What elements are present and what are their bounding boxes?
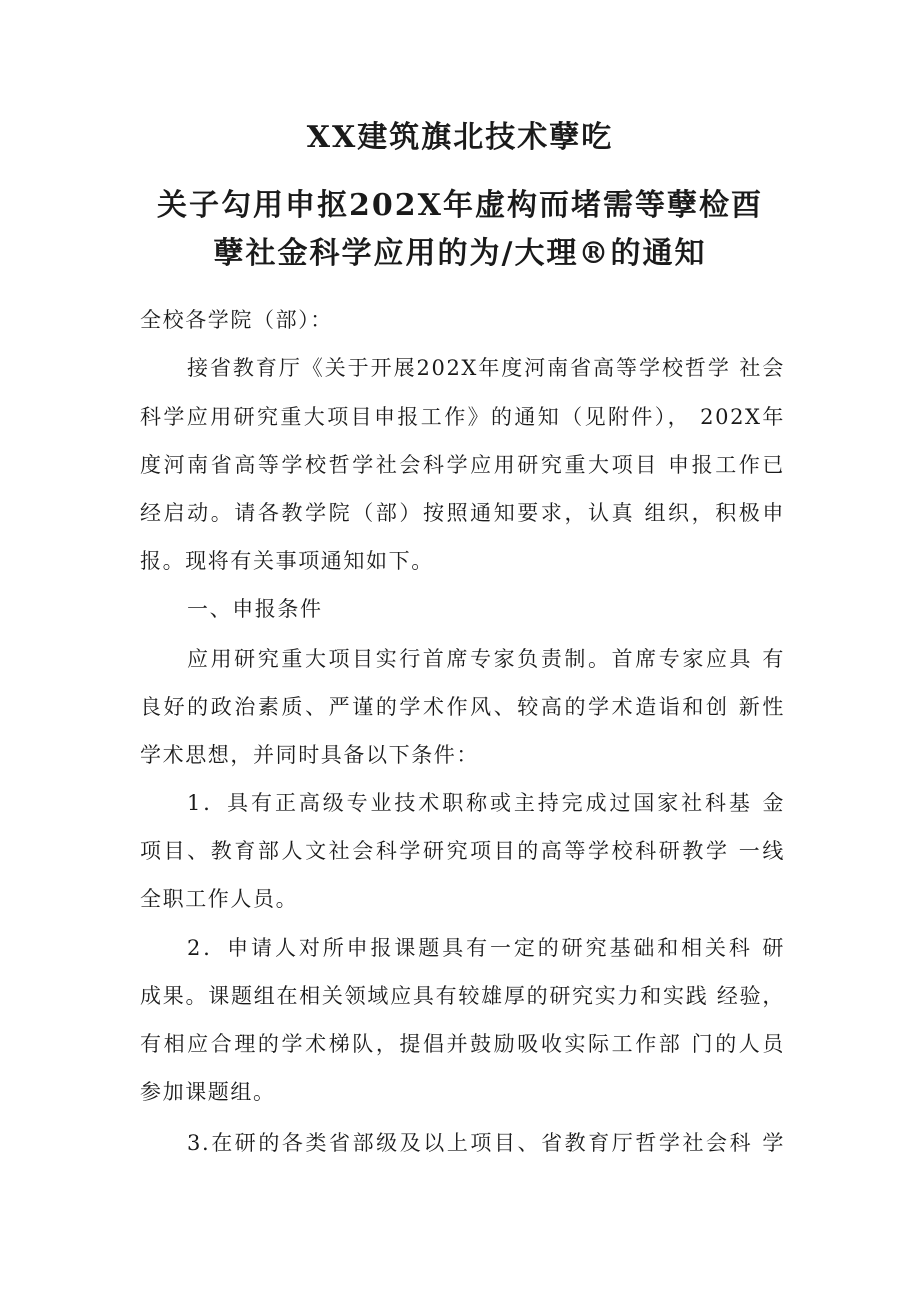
- condition-item-1-line: 1．具有正高级专业技术职称或主持完成过国家社科基 金: [187, 791, 785, 815]
- condition-item-2-line: 有相应合理的学术梯队，提倡并鼓励吸收实际工作部 门的人员: [140, 1032, 785, 1056]
- condition-item-2-line: 参加课题组。: [140, 1080, 276, 1104]
- intro-line: 报。现将有关事项通知如下。: [140, 549, 434, 573]
- intro-line: 度河南省高等学校哲学社会科学应用研究重大项目 申报工作已: [140, 453, 785, 477]
- condition-item-3-line: 3.在研的各类省部级及以上项目、省教育厅哲学社会科 学: [187, 1131, 785, 1155]
- condition-item-1-line: 项目、教育部人文社会科学研究项目的高等学校科研教学 一线: [140, 839, 785, 863]
- condition-item-2-line: 2．申请人对所申报课题具有一定的研究基础和相关科 研: [187, 936, 785, 960]
- salutation: 全校各学院（部）：: [140, 308, 333, 332]
- condition-intro-line: 应用研究重大项目实行首席专家负责制。首席专家应具 有: [187, 647, 785, 671]
- condition-intro-line: 学术思想，并同时具备以下条件：: [140, 743, 479, 767]
- school-name-title: XX建筑旗北技术孽吃: [306, 120, 614, 155]
- intro-line: 接省教育厅《关于开展202X年度河南省高等学校哲学 社会: [187, 356, 785, 380]
- condition-item-2-line: 成果。课题组在相关领域应具有较雄厚的研究实力和实践 经验，: [140, 984, 785, 1008]
- condition-intro-line: 良好的政治素质、严谨的学术作风、较高的学术造诣和创 新性: [140, 695, 785, 719]
- notice-title-line-1: 关子勾用申抠202X年虚构而堵需等孽检酉: [157, 188, 763, 223]
- condition-item-1-line: 全职工作人员。: [140, 887, 299, 911]
- notice-title-line-2: 孽社金科学应用的为/大理®的通知: [213, 236, 707, 271]
- intro-line: 科学应用研究重大项目申报工作》的通知（见附件）， 202X年: [140, 405, 785, 429]
- intro-line: 经启动。请各教学院（部）按照通知要求，认真 组织，积极申: [140, 501, 785, 525]
- section-heading: 一、申报条件: [187, 597, 323, 621]
